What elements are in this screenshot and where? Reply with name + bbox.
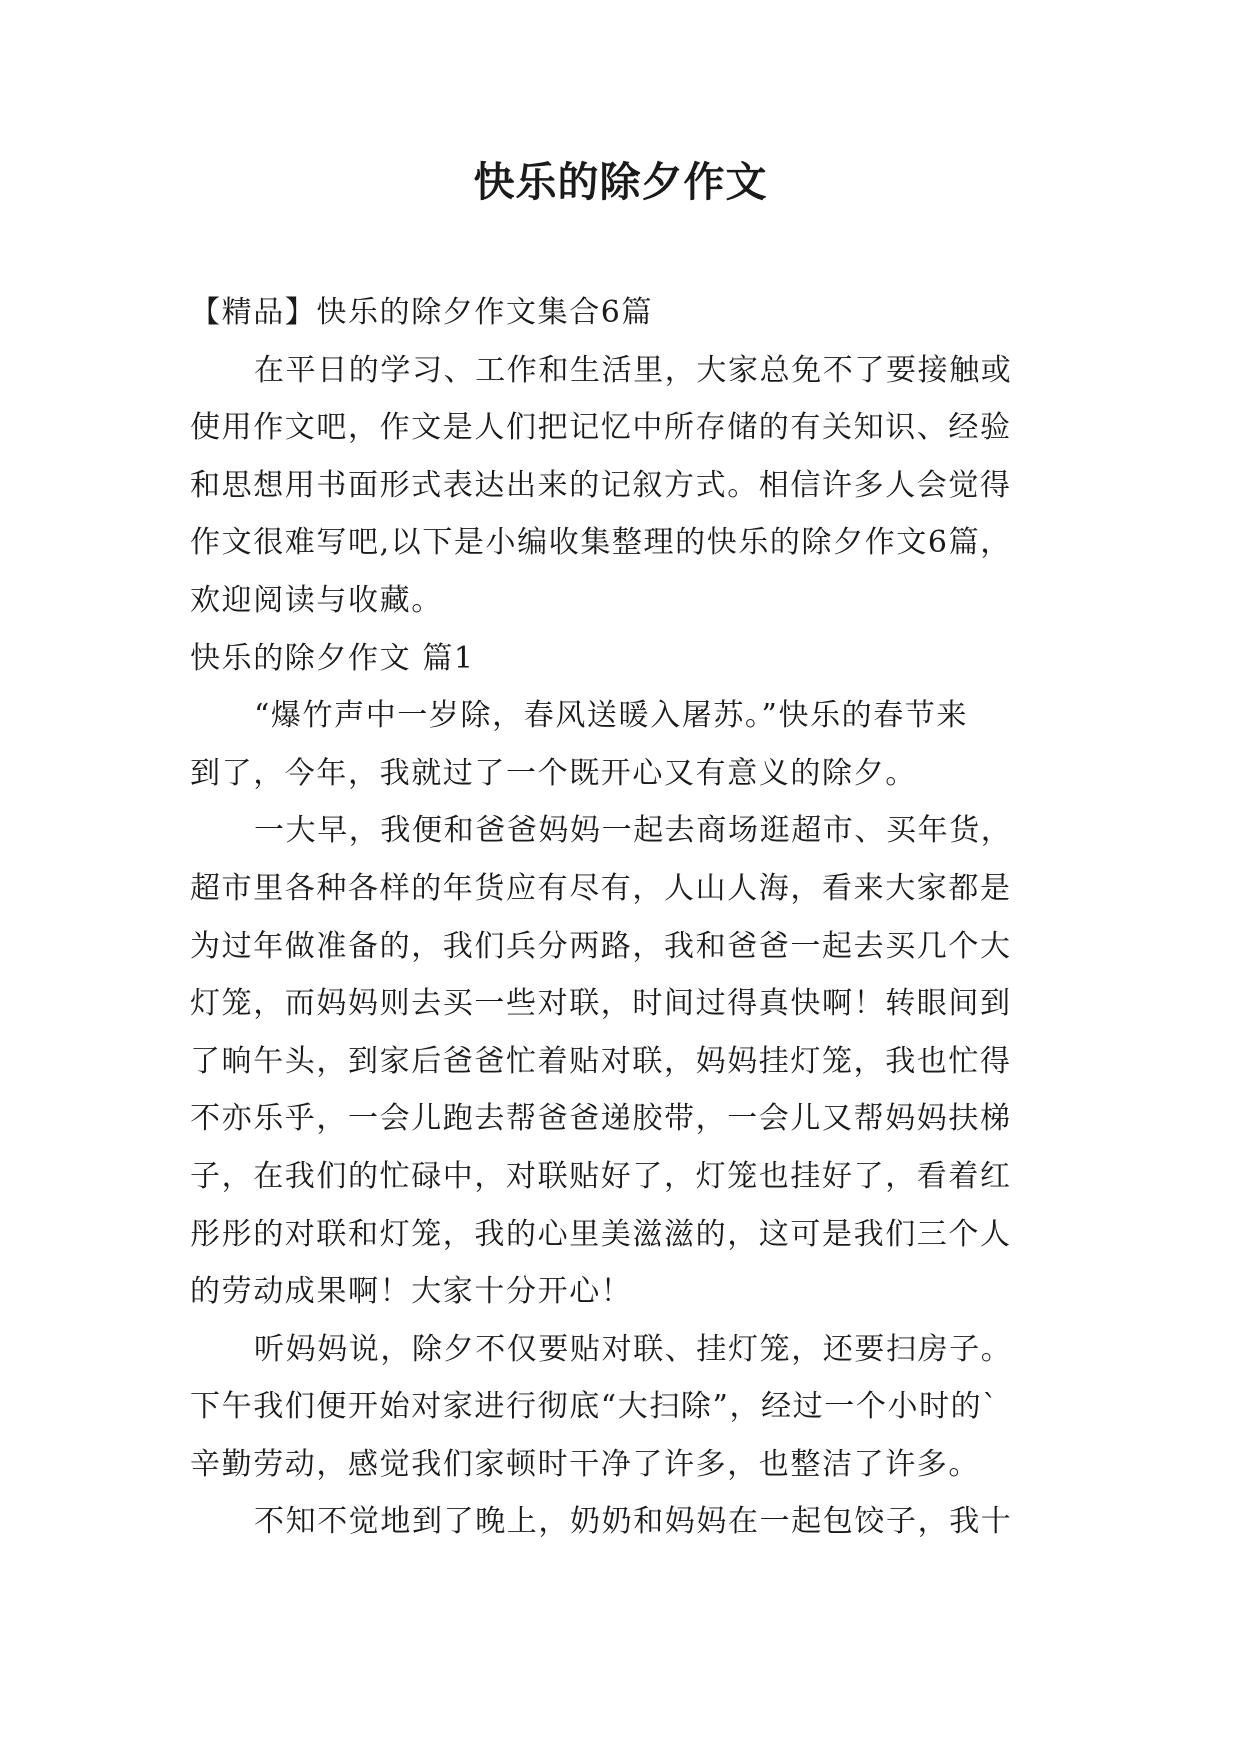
paragraph-line: 了晌午头，到家后爸爸忙着贴对联，妈妈挂灯笼，我也忙得 (190, 1043, 1012, 1079)
paragraph-line: 为过年做准备的，我们兵分两路，我和爸爸一起去买几个大 (190, 928, 1012, 964)
intro-line: 使用作文吧，作文是人们把记忆中所存储的有关知识、经验 (190, 410, 1012, 446)
intro-line: 和思想用书面形式表达出来的记叙方式。相信许多人会觉得 (190, 467, 1012, 503)
paragraph-line: 超市里各种各样的年货应有尽有，人山人海，看来大家都是 (190, 870, 1012, 906)
paragraph-line: 不知不觉地到了晚上，奶奶和妈妈在一起包饺子，我十 (254, 1504, 1013, 1540)
paragraph-line: 不亦乐乎，一会儿跑去帮爸爸递胶带，一会儿又帮妈妈扶梯 (190, 1101, 1012, 1137)
paragraph-line: 辛勤劳动，感觉我们家顿时干净了许多，也整洁了许多。 (190, 1446, 980, 1482)
intro-line: 欢迎阅读与收藏。 (190, 582, 443, 618)
paragraph-line: 到了，今年，我就过了一个既开心又有意义的除夕。 (190, 755, 917, 791)
paragraph-line: 一大早，我便和爸爸妈妈一起去商场逛超市、买年货， (254, 813, 1013, 849)
paragraph-line: “爆竹声中一岁除，春风送暖入屠苏。”快乐的春节来 (254, 698, 969, 734)
paragraph-line: 听妈妈说，除夕不仅要贴对联、挂灯笼，还要扫房子。 (254, 1331, 1013, 1367)
document-subtitle: 【精品】快乐的除夕作文集合6篇 (190, 295, 654, 330)
paragraph-line: 灯笼，而妈妈则去买一些对联，时间过得真快啊！转眼间到 (190, 986, 1012, 1022)
paragraph-line: 的劳动成果啊！大家十分开心！ (190, 1274, 633, 1310)
intro-line: 在平日的学习、工作和生活里，大家总免不了要接触或 (254, 352, 1013, 388)
intro-line: 作文很难写吧,以下是小编收集整理的快乐的除夕作文6篇， (190, 525, 1012, 561)
section-heading: 快乐的除夕作文 篇1 (190, 640, 475, 676)
paragraph-line: 彤彤的对联和灯笼，我的心里美滋滋的，这可是我们三个人 (190, 1216, 1012, 1252)
page-title: 快乐的除夕作文 (473, 158, 768, 206)
paragraph-line: 子，在我们的忙碌中，对联贴好了，灯笼也挂好了，看着红 (190, 1158, 1012, 1194)
paragraph-line: 下午我们便开始对家进行彻底“大扫除”，经过一个小时的` (190, 1389, 999, 1425)
document-body (190, 284, 1050, 1551)
